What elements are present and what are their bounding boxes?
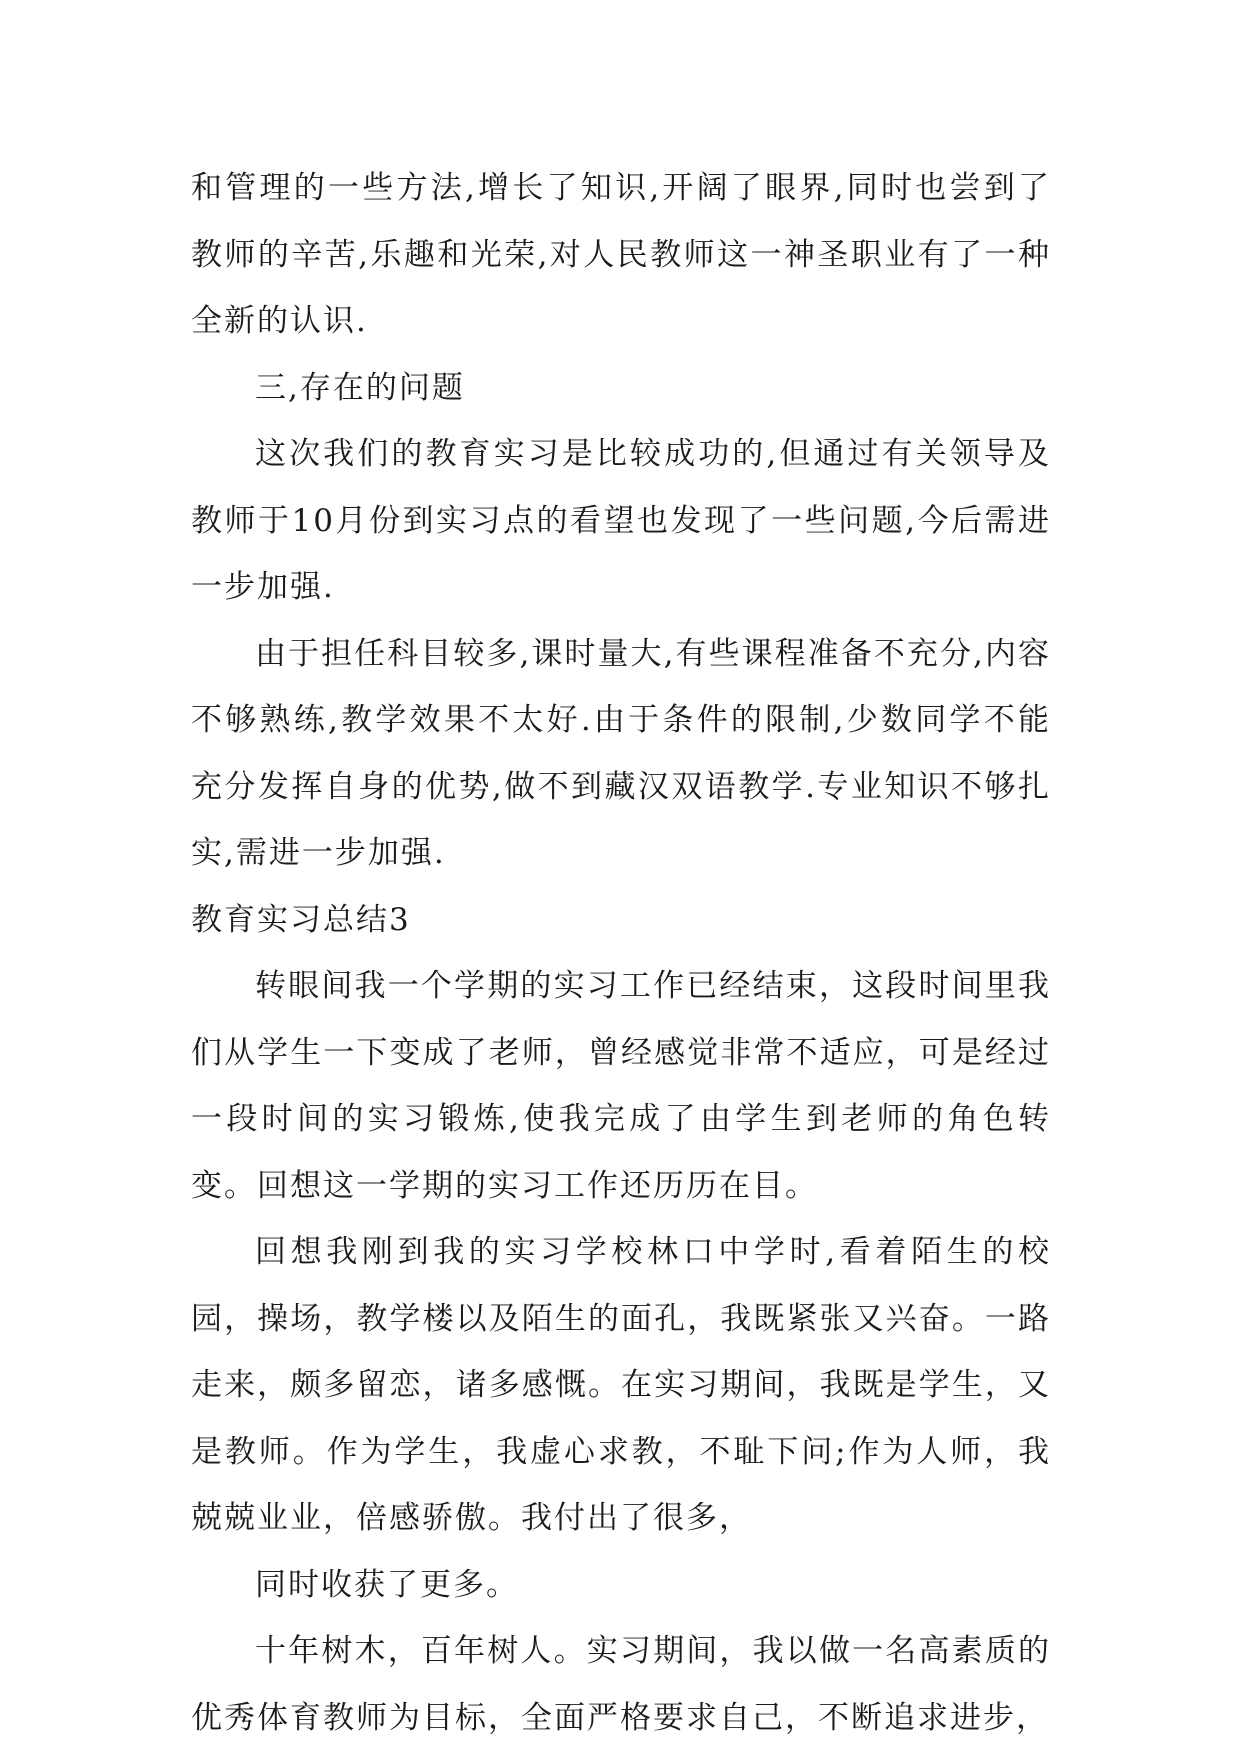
paragraph: 这次我们的教育实习是比较成功的,但通过有关领导及教师于10月份到实习点的看望也发现了一些问题,今后需进一步加强. [191,436,1051,605]
paragraph: 回想我刚到我的实习学校林口中学时,看着陌生的校园，操场，教学楼以及陌生的面孔，我既紧张又兴奋。一路走来，颇多留恋，诸多感慨。在实习期间，我既是学生，又是教师。作为学生，我虚心求教，不耻下问;作为人师，我兢兢业业，倍感骄傲。我付出了很多， [191,1234,1051,1536]
paragraph: 由于担任科目较多,课时量大,有些课程准备不充分,内容不够熟练,教学效果不太好.由于条件的限制,少数同学不能充分发挥自身的优势,做不到藏汉双语教学.专业知识不够扎实,需进一步加强. [191,635,1051,871]
paragraph: 同时收获了更多。 [255,1566,519,1603]
paragraph: 十年树木，百年树人。实习期间，我以做一名高素质的优秀体育教师为目标，全面严格要求自己，不断追求进步， [191,1633,1051,1736]
document-heading: 教育实习总结3 [191,901,411,938]
section-heading: 三,存在的问题 [255,369,465,406]
paragraph: 转眼间我一个学期的实习工作已经结束，这段时间里我们从学生一下变成了老师，曾经感觉非常不适应，可是经过一段时间的实习锻炼,使我完成了由学生到老师的角色转变。回想这一学期的实习工作还历历在目。 [191,968,1051,1204]
document-body [191,155,1051,1751]
paragraph: 和管理的一些方法,增长了知识,开阔了眼界,同时也尝到了教师的辛苦,乐趣和光荣,对人民教师这一神圣职业有了一种全新的认识. [191,170,1051,339]
